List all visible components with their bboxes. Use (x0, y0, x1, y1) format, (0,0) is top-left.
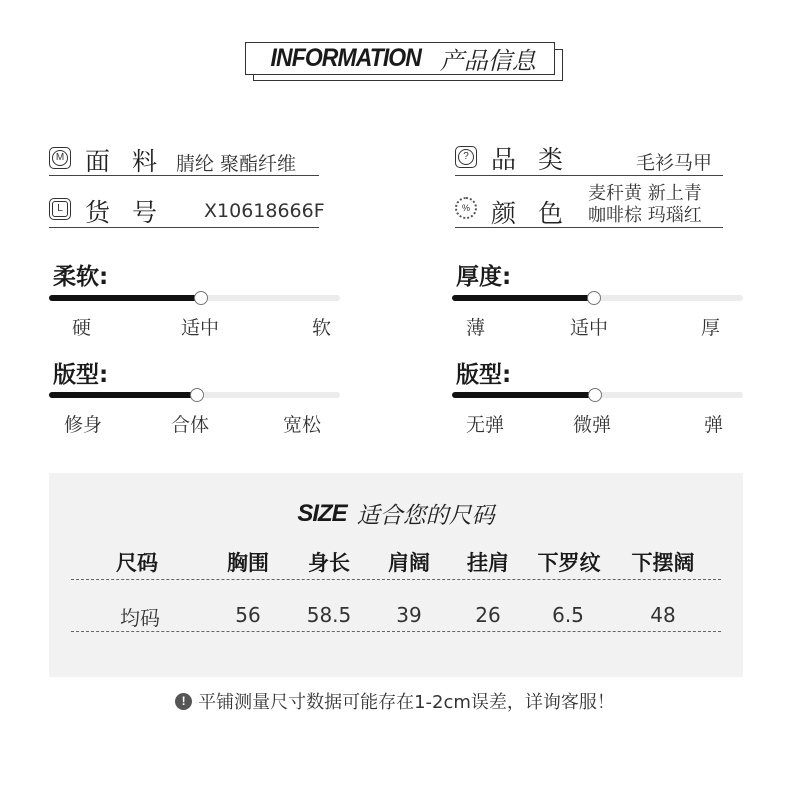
size-header-length: 身长 (308, 551, 350, 575)
label-icon: L (49, 198, 71, 220)
fit-track (49, 392, 340, 398)
size-header-shoulder: 肩阔 (388, 551, 430, 575)
stretch-tick-low: 无弹 (466, 414, 505, 436)
size-panel (49, 473, 743, 677)
thickness-fill (452, 295, 594, 301)
fit-tick-mid: 合体 (171, 414, 210, 436)
category-value: 毛衫马甲 (636, 152, 713, 174)
material-value: 腈纶 聚酯纤维 (176, 153, 297, 175)
item-number-value: X10618666F (204, 200, 325, 222)
size-cell-hem: 48 (650, 603, 676, 627)
exclamation-icon: ! (175, 693, 192, 710)
material-label: 面料 (85, 147, 180, 176)
measurement-note (0, 688, 790, 714)
softness-knob (194, 291, 208, 305)
thickness-knob (587, 291, 601, 305)
category-label: 品类 (491, 145, 586, 174)
size-row-divider (71, 631, 721, 632)
softness-track (49, 295, 340, 301)
stretch-track (452, 392, 743, 398)
size-cell-chest: 56 (235, 603, 261, 627)
thickness-tick-mid: 适中 (570, 317, 609, 339)
color-value-line2: 咖啡棕 玛瑙红 (588, 205, 702, 226)
question-icon: ? (455, 146, 477, 168)
softness-fill (49, 295, 201, 301)
color-value-line1: 麦秆黄 新上青 (588, 183, 702, 204)
header-title-cn: 产品信息 (439, 47, 536, 75)
header-title-en: INFORMATION (270, 44, 422, 72)
size-header-divider (71, 579, 721, 580)
size-title (49, 497, 743, 530)
size-title-cn: 适合您的尺码 (356, 503, 495, 529)
color-label: 颜色 (491, 199, 586, 228)
size-title-en: SIZE (297, 499, 347, 527)
size-cell-length: 58.5 (306, 603, 352, 627)
size-header-chest: 胸围 (227, 551, 269, 575)
softness-tick-high: 软 (312, 317, 332, 339)
size-header-rib: 下罗纹 (537, 551, 601, 575)
thickness-track (452, 295, 743, 301)
softness-tick-mid: 适中 (181, 317, 220, 339)
fit-fill (49, 392, 197, 398)
fit-tick-high: 宽松 (283, 414, 322, 436)
category-row (455, 142, 723, 176)
stretch-tick-high: 弹 (704, 414, 724, 436)
thickness-tick-low: 薄 (466, 317, 486, 339)
info-header (245, 42, 555, 75)
size-cell-shoulder: 39 (396, 603, 422, 627)
stretch-title: 版型: (456, 362, 512, 388)
thickness-title: 厚度: (456, 264, 512, 290)
stretch-knob (588, 388, 602, 402)
size-header-size: 尺码 (116, 551, 158, 575)
item-number-label: 货号 (85, 198, 180, 227)
fit-tick-low: 修身 (64, 414, 103, 436)
stretch-tick-mid: 微弹 (573, 414, 612, 436)
softness-title: 柔软: (53, 264, 109, 290)
item-number-row (49, 194, 325, 228)
size-cell-armhole: 26 (475, 603, 501, 627)
stretch-fill (452, 392, 595, 398)
color-row (455, 182, 723, 228)
note-text: 平铺测量尺寸数据可能存在1-2cm误差，详询客服！ (198, 692, 615, 713)
fit-knob (190, 388, 204, 402)
softness-tick-low: 硬 (72, 317, 92, 339)
fit-title: 版型: (53, 362, 109, 388)
color-swatch-icon: % (455, 197, 477, 219)
size-cell-rib: 6.5 (552, 603, 584, 627)
thickness-tick-high: 厚 (701, 317, 721, 339)
size-cell-size: 均码 (120, 606, 160, 630)
size-header-hem: 下摆阔 (631, 551, 695, 575)
material-icon: M (49, 147, 71, 169)
material-row (49, 142, 319, 176)
size-header-armhole: 挂肩 (467, 551, 509, 575)
